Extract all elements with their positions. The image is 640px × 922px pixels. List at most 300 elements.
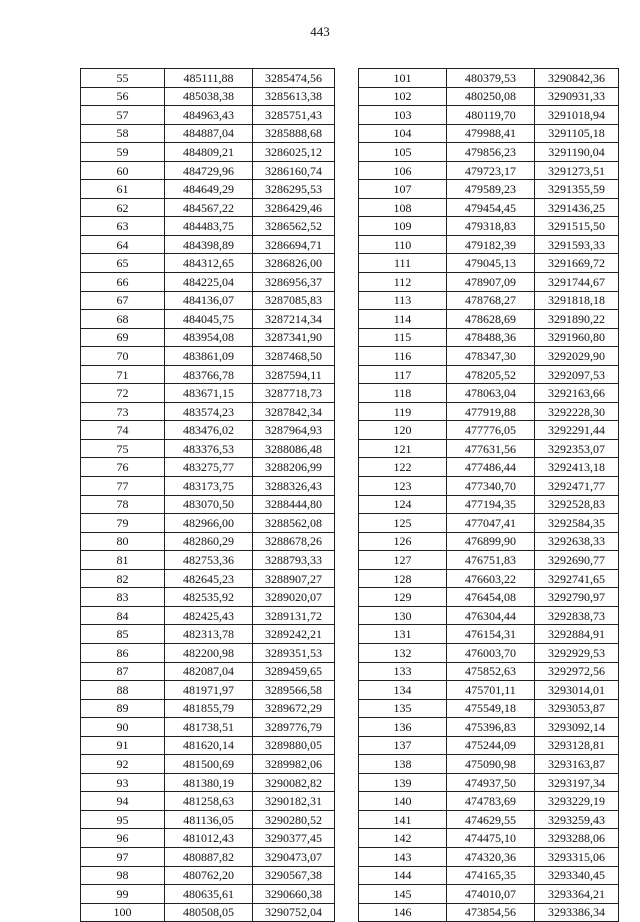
x-coordinate-cell: 473854,56 bbox=[447, 903, 535, 922]
table-row bbox=[359, 643, 619, 662]
y-coordinate-cell: 3291355,59 bbox=[535, 180, 619, 199]
x-coordinate-cell: 475396,83 bbox=[447, 718, 535, 737]
x-coordinate-cell: 483574,23 bbox=[165, 402, 253, 421]
x-coordinate-cell: 484963,43 bbox=[165, 106, 253, 125]
x-coordinate-cell: 482313,78 bbox=[165, 625, 253, 644]
x-coordinate-cell: 477047,41 bbox=[447, 514, 535, 533]
y-coordinate-cell: 3290752,04 bbox=[253, 903, 335, 922]
point-number-cell: 55 bbox=[81, 69, 165, 88]
y-coordinate-cell: 3292929,53 bbox=[535, 643, 619, 662]
x-coordinate-cell: 478347,30 bbox=[447, 347, 535, 366]
y-coordinate-cell: 3291515,50 bbox=[535, 217, 619, 236]
x-coordinate-cell: 482966,00 bbox=[165, 514, 253, 533]
point-number-cell: 65 bbox=[81, 254, 165, 273]
table-row bbox=[359, 291, 619, 310]
point-number-cell: 131 bbox=[359, 625, 447, 644]
y-coordinate-cell: 3291669,72 bbox=[535, 254, 619, 273]
y-coordinate-cell: 3293197,34 bbox=[535, 773, 619, 792]
x-coordinate-cell: 483671,15 bbox=[165, 384, 253, 403]
x-coordinate-cell: 475701,11 bbox=[447, 681, 535, 700]
point-number-cell: 112 bbox=[359, 273, 447, 292]
x-coordinate-cell: 474475,10 bbox=[447, 829, 535, 848]
table-row bbox=[81, 347, 335, 366]
table-row bbox=[81, 792, 335, 811]
x-coordinate-cell: 480887,82 bbox=[165, 847, 253, 866]
table-row bbox=[359, 532, 619, 551]
y-coordinate-cell: 3291744,67 bbox=[535, 273, 619, 292]
x-coordinate-cell: 476304,44 bbox=[447, 606, 535, 625]
table-row bbox=[359, 273, 619, 292]
point-number-cell: 88 bbox=[81, 681, 165, 700]
table-row bbox=[359, 217, 619, 236]
x-coordinate-cell: 480508,05 bbox=[165, 903, 253, 922]
y-coordinate-cell: 3292741,65 bbox=[535, 569, 619, 588]
x-coordinate-cell: 481620,14 bbox=[165, 736, 253, 755]
point-number-cell: 74 bbox=[81, 421, 165, 440]
x-coordinate-cell: 475244,09 bbox=[447, 736, 535, 755]
y-coordinate-cell: 3289242,21 bbox=[253, 625, 335, 644]
x-coordinate-cell: 483476,02 bbox=[165, 421, 253, 440]
table-row bbox=[81, 885, 335, 904]
table-row bbox=[359, 477, 619, 496]
point-number-cell: 83 bbox=[81, 588, 165, 607]
table-row bbox=[81, 254, 335, 273]
x-coordinate-cell: 476003,70 bbox=[447, 643, 535, 662]
y-coordinate-cell: 3293128,81 bbox=[535, 736, 619, 755]
point-number-cell: 126 bbox=[359, 532, 447, 551]
x-coordinate-cell: 479856,23 bbox=[447, 143, 535, 162]
table-row bbox=[359, 328, 619, 347]
point-number-cell: 82 bbox=[81, 569, 165, 588]
point-number-cell: 141 bbox=[359, 810, 447, 829]
x-coordinate-cell: 481012,43 bbox=[165, 829, 253, 848]
y-coordinate-cell: 3288793,33 bbox=[253, 551, 335, 570]
y-coordinate-cell: 3288086,48 bbox=[253, 439, 335, 458]
x-coordinate-cell: 475090,98 bbox=[447, 755, 535, 774]
y-coordinate-cell: 3289880,05 bbox=[253, 736, 335, 755]
point-number-cell: 146 bbox=[359, 903, 447, 922]
point-number-cell: 128 bbox=[359, 569, 447, 588]
y-coordinate-cell: 3287341,90 bbox=[253, 328, 335, 347]
table-row bbox=[359, 87, 619, 106]
point-number-cell: 103 bbox=[359, 106, 447, 125]
point-number-cell: 63 bbox=[81, 217, 165, 236]
y-coordinate-cell: 3292690,77 bbox=[535, 551, 619, 570]
x-coordinate-cell: 474629,55 bbox=[447, 810, 535, 829]
point-number-cell: 102 bbox=[359, 87, 447, 106]
y-coordinate-cell: 3292584,35 bbox=[535, 514, 619, 533]
y-coordinate-cell: 3292838,73 bbox=[535, 606, 619, 625]
point-number-cell: 145 bbox=[359, 885, 447, 904]
y-coordinate-cell: 3293288,06 bbox=[535, 829, 619, 848]
x-coordinate-cell: 476454,08 bbox=[447, 588, 535, 607]
point-number-cell: 72 bbox=[81, 384, 165, 403]
y-coordinate-cell: 3292528,83 bbox=[535, 495, 619, 514]
point-number-cell: 81 bbox=[81, 551, 165, 570]
point-number-cell: 92 bbox=[81, 755, 165, 774]
point-number-cell: 100 bbox=[81, 903, 165, 922]
x-coordinate-cell: 480250,08 bbox=[447, 87, 535, 106]
table-row bbox=[81, 421, 335, 440]
table-row bbox=[359, 458, 619, 477]
point-number-cell: 114 bbox=[359, 310, 447, 329]
table-row bbox=[81, 477, 335, 496]
table-row bbox=[81, 866, 335, 885]
table-row bbox=[81, 606, 335, 625]
y-coordinate-cell: 3286562,52 bbox=[253, 217, 335, 236]
point-number-cell: 117 bbox=[359, 365, 447, 384]
table-row bbox=[81, 310, 335, 329]
x-coordinate-cell: 482200,98 bbox=[165, 643, 253, 662]
point-number-cell: 66 bbox=[81, 273, 165, 292]
table-row bbox=[359, 551, 619, 570]
table-row bbox=[81, 143, 335, 162]
table-row bbox=[359, 792, 619, 811]
table-row bbox=[359, 384, 619, 403]
point-number-cell: 143 bbox=[359, 847, 447, 866]
x-coordinate-cell: 477340,70 bbox=[447, 477, 535, 496]
x-coordinate-cell: 485111,88 bbox=[165, 69, 253, 88]
x-coordinate-cell: 483070,50 bbox=[165, 495, 253, 514]
x-coordinate-cell: 474010,07 bbox=[447, 885, 535, 904]
table-row bbox=[81, 755, 335, 774]
point-number-cell: 96 bbox=[81, 829, 165, 848]
table-row bbox=[81, 106, 335, 125]
y-coordinate-cell: 3292228,30 bbox=[535, 402, 619, 421]
table-row bbox=[81, 291, 335, 310]
point-number-cell: 94 bbox=[81, 792, 165, 811]
table-row bbox=[81, 198, 335, 217]
y-coordinate-cell: 3292029,90 bbox=[535, 347, 619, 366]
table-row bbox=[359, 569, 619, 588]
x-coordinate-cell: 484809,21 bbox=[165, 143, 253, 162]
y-coordinate-cell: 3292097,53 bbox=[535, 365, 619, 384]
table-row bbox=[359, 755, 619, 774]
x-coordinate-cell: 482425,43 bbox=[165, 606, 253, 625]
point-number-cell: 105 bbox=[359, 143, 447, 162]
y-coordinate-cell: 3289131,72 bbox=[253, 606, 335, 625]
point-number-cell: 129 bbox=[359, 588, 447, 607]
y-coordinate-cell: 3291190,04 bbox=[535, 143, 619, 162]
x-coordinate-cell: 481855,79 bbox=[165, 699, 253, 718]
table-row bbox=[359, 143, 619, 162]
point-number-cell: 86 bbox=[81, 643, 165, 662]
table-row bbox=[81, 903, 335, 922]
y-coordinate-cell: 3287594,11 bbox=[253, 365, 335, 384]
y-coordinate-cell: 3288326,43 bbox=[253, 477, 335, 496]
point-number-cell: 132 bbox=[359, 643, 447, 662]
table-row bbox=[359, 736, 619, 755]
y-coordinate-cell: 3293340,45 bbox=[535, 866, 619, 885]
y-coordinate-cell: 3289982,06 bbox=[253, 755, 335, 774]
table-row bbox=[81, 124, 335, 143]
table-row bbox=[359, 662, 619, 681]
x-coordinate-cell: 484225,04 bbox=[165, 273, 253, 292]
point-number-cell: 121 bbox=[359, 439, 447, 458]
x-coordinate-cell: 484312,65 bbox=[165, 254, 253, 273]
y-coordinate-cell: 3292790,97 bbox=[535, 588, 619, 607]
point-number-cell: 123 bbox=[359, 477, 447, 496]
point-number-cell: 90 bbox=[81, 718, 165, 737]
y-coordinate-cell: 3292972,56 bbox=[535, 662, 619, 681]
y-coordinate-cell: 3289672,29 bbox=[253, 699, 335, 718]
y-coordinate-cell: 3286694,71 bbox=[253, 235, 335, 254]
y-coordinate-cell: 3293259,43 bbox=[535, 810, 619, 829]
x-coordinate-cell: 478488,36 bbox=[447, 328, 535, 347]
point-number-cell: 64 bbox=[81, 235, 165, 254]
x-coordinate-cell: 480762,20 bbox=[165, 866, 253, 885]
y-coordinate-cell: 3288206,99 bbox=[253, 458, 335, 477]
point-number-cell: 87 bbox=[81, 662, 165, 681]
table-row bbox=[359, 198, 619, 217]
table-row bbox=[81, 458, 335, 477]
table-row bbox=[359, 402, 619, 421]
y-coordinate-cell: 3293364,21 bbox=[535, 885, 619, 904]
y-coordinate-cell: 3290473,07 bbox=[253, 847, 335, 866]
coordinates-table-right bbox=[358, 68, 619, 922]
y-coordinate-cell: 3290182,31 bbox=[253, 792, 335, 811]
point-number-cell: 77 bbox=[81, 477, 165, 496]
y-coordinate-cell: 3290931,33 bbox=[535, 87, 619, 106]
table-row bbox=[81, 328, 335, 347]
x-coordinate-cell: 476603,22 bbox=[447, 569, 535, 588]
y-coordinate-cell: 3291890,22 bbox=[535, 310, 619, 329]
y-coordinate-cell: 3293092,14 bbox=[535, 718, 619, 737]
point-number-cell: 139 bbox=[359, 773, 447, 792]
point-number-cell: 138 bbox=[359, 755, 447, 774]
y-coordinate-cell: 3285613,38 bbox=[253, 87, 335, 106]
y-coordinate-cell: 3291273,51 bbox=[535, 161, 619, 180]
x-coordinate-cell: 479723,17 bbox=[447, 161, 535, 180]
x-coordinate-cell: 484567,22 bbox=[165, 198, 253, 217]
point-number-cell: 109 bbox=[359, 217, 447, 236]
x-coordinate-cell: 474165,35 bbox=[447, 866, 535, 885]
x-coordinate-cell: 474320,36 bbox=[447, 847, 535, 866]
table-row bbox=[359, 180, 619, 199]
table-row bbox=[359, 421, 619, 440]
y-coordinate-cell: 3291818,18 bbox=[535, 291, 619, 310]
table-row bbox=[359, 885, 619, 904]
point-number-cell: 107 bbox=[359, 180, 447, 199]
table-row bbox=[359, 514, 619, 533]
point-number-cell: 79 bbox=[81, 514, 165, 533]
x-coordinate-cell: 476751,83 bbox=[447, 551, 535, 570]
coordinates-table-left bbox=[80, 68, 335, 922]
x-coordinate-cell: 478205,52 bbox=[447, 365, 535, 384]
point-number-cell: 144 bbox=[359, 866, 447, 885]
table-row bbox=[359, 773, 619, 792]
table-row bbox=[81, 718, 335, 737]
page-number: 443 bbox=[310, 24, 330, 39]
x-coordinate-cell: 482535,92 bbox=[165, 588, 253, 607]
point-number-cell: 104 bbox=[359, 124, 447, 143]
point-number-cell: 76 bbox=[81, 458, 165, 477]
point-number-cell: 85 bbox=[81, 625, 165, 644]
x-coordinate-cell: 480635,61 bbox=[165, 885, 253, 904]
table-row bbox=[81, 273, 335, 292]
table-row bbox=[81, 439, 335, 458]
table-row bbox=[81, 161, 335, 180]
table-row bbox=[81, 217, 335, 236]
point-number-cell: 67 bbox=[81, 291, 165, 310]
x-coordinate-cell: 481380,19 bbox=[165, 773, 253, 792]
table-row bbox=[81, 662, 335, 681]
y-coordinate-cell: 3288907,27 bbox=[253, 569, 335, 588]
table-row bbox=[359, 235, 619, 254]
x-coordinate-cell: 475549,18 bbox=[447, 699, 535, 718]
x-coordinate-cell: 481136,05 bbox=[165, 810, 253, 829]
point-number-cell: 106 bbox=[359, 161, 447, 180]
table-row bbox=[359, 903, 619, 922]
y-coordinate-cell: 3293229,19 bbox=[535, 792, 619, 811]
table-row bbox=[359, 866, 619, 885]
table-row bbox=[359, 347, 619, 366]
point-number-cell: 125 bbox=[359, 514, 447, 533]
table-row bbox=[359, 625, 619, 644]
point-number-cell: 124 bbox=[359, 495, 447, 514]
point-number-cell: 95 bbox=[81, 810, 165, 829]
y-coordinate-cell: 3288562,08 bbox=[253, 514, 335, 533]
table-row bbox=[359, 365, 619, 384]
point-number-cell: 97 bbox=[81, 847, 165, 866]
y-coordinate-cell: 3293053,87 bbox=[535, 699, 619, 718]
point-number-cell: 133 bbox=[359, 662, 447, 681]
y-coordinate-cell: 3290377,45 bbox=[253, 829, 335, 848]
point-number-cell: 142 bbox=[359, 829, 447, 848]
x-coordinate-cell: 477194,35 bbox=[447, 495, 535, 514]
table-row bbox=[359, 161, 619, 180]
point-number-cell: 59 bbox=[81, 143, 165, 162]
x-coordinate-cell: 480119,70 bbox=[447, 106, 535, 125]
x-coordinate-cell: 477776,05 bbox=[447, 421, 535, 440]
table-row bbox=[359, 254, 619, 273]
point-number-cell: 130 bbox=[359, 606, 447, 625]
y-coordinate-cell: 3291960,80 bbox=[535, 328, 619, 347]
y-coordinate-cell: 3285888,68 bbox=[253, 124, 335, 143]
table-row bbox=[81, 699, 335, 718]
y-coordinate-cell: 3287214,34 bbox=[253, 310, 335, 329]
x-coordinate-cell: 478628,69 bbox=[447, 310, 535, 329]
y-coordinate-cell: 3293163,87 bbox=[535, 755, 619, 774]
point-number-cell: 135 bbox=[359, 699, 447, 718]
point-number-cell: 80 bbox=[81, 532, 165, 551]
point-number-cell: 75 bbox=[81, 439, 165, 458]
x-coordinate-cell: 479988,41 bbox=[447, 124, 535, 143]
y-coordinate-cell: 3289776,79 bbox=[253, 718, 335, 737]
x-coordinate-cell: 484398,89 bbox=[165, 235, 253, 254]
x-coordinate-cell: 482860,29 bbox=[165, 532, 253, 551]
y-coordinate-cell: 3287842,34 bbox=[253, 402, 335, 421]
y-coordinate-cell: 3289020,07 bbox=[253, 588, 335, 607]
table-row bbox=[81, 551, 335, 570]
y-coordinate-cell: 3287085,83 bbox=[253, 291, 335, 310]
y-coordinate-cell: 3286429,46 bbox=[253, 198, 335, 217]
x-coordinate-cell: 484729,96 bbox=[165, 161, 253, 180]
table-row bbox=[81, 235, 335, 254]
y-coordinate-cell: 3292291,44 bbox=[535, 421, 619, 440]
y-coordinate-cell: 3285751,43 bbox=[253, 106, 335, 125]
point-number-cell: 58 bbox=[81, 124, 165, 143]
table-row bbox=[81, 402, 335, 421]
point-number-cell: 134 bbox=[359, 681, 447, 700]
y-coordinate-cell: 3292163,66 bbox=[535, 384, 619, 403]
x-coordinate-cell: 478768,27 bbox=[447, 291, 535, 310]
x-coordinate-cell: 483376,53 bbox=[165, 439, 253, 458]
table-row bbox=[81, 736, 335, 755]
x-coordinate-cell: 481738,51 bbox=[165, 718, 253, 737]
x-coordinate-cell: 477919,88 bbox=[447, 402, 535, 421]
table-row bbox=[81, 69, 335, 88]
point-number-cell: 60 bbox=[81, 161, 165, 180]
x-coordinate-cell: 484136,07 bbox=[165, 291, 253, 310]
y-coordinate-cell: 3293014,01 bbox=[535, 681, 619, 700]
y-coordinate-cell: 3290842,36 bbox=[535, 69, 619, 88]
point-number-cell: 73 bbox=[81, 402, 165, 421]
point-number-cell: 113 bbox=[359, 291, 447, 310]
x-coordinate-cell: 484887,04 bbox=[165, 124, 253, 143]
table-row bbox=[81, 643, 335, 662]
point-number-cell: 99 bbox=[81, 885, 165, 904]
y-coordinate-cell: 3290082,82 bbox=[253, 773, 335, 792]
table-row bbox=[81, 625, 335, 644]
table-row bbox=[81, 773, 335, 792]
x-coordinate-cell: 483766,78 bbox=[165, 365, 253, 384]
point-number-cell: 93 bbox=[81, 773, 165, 792]
table-row bbox=[81, 569, 335, 588]
x-coordinate-cell: 481258,63 bbox=[165, 792, 253, 811]
table-row bbox=[81, 847, 335, 866]
x-coordinate-cell: 477631,56 bbox=[447, 439, 535, 458]
x-coordinate-cell: 485038,38 bbox=[165, 87, 253, 106]
x-coordinate-cell: 474783,69 bbox=[447, 792, 535, 811]
x-coordinate-cell: 479318,83 bbox=[447, 217, 535, 236]
table-row bbox=[81, 532, 335, 551]
point-number-cell: 118 bbox=[359, 384, 447, 403]
table-row bbox=[81, 588, 335, 607]
x-coordinate-cell: 479454,45 bbox=[447, 198, 535, 217]
table-row bbox=[359, 681, 619, 700]
y-coordinate-cell: 3289459,65 bbox=[253, 662, 335, 681]
point-number-cell: 136 bbox=[359, 718, 447, 737]
y-coordinate-cell: 3286826,00 bbox=[253, 254, 335, 273]
point-number-cell: 62 bbox=[81, 198, 165, 217]
table-row bbox=[359, 310, 619, 329]
x-coordinate-cell: 476154,31 bbox=[447, 625, 535, 644]
point-number-cell: 89 bbox=[81, 699, 165, 718]
table-row bbox=[81, 365, 335, 384]
y-coordinate-cell: 3287468,50 bbox=[253, 347, 335, 366]
y-coordinate-cell: 3291436,25 bbox=[535, 198, 619, 217]
table-row bbox=[359, 718, 619, 737]
y-coordinate-cell: 3287718,73 bbox=[253, 384, 335, 403]
x-coordinate-cell: 476899,90 bbox=[447, 532, 535, 551]
y-coordinate-cell: 3288678,26 bbox=[253, 532, 335, 551]
y-coordinate-cell: 3289566,58 bbox=[253, 681, 335, 700]
table-row bbox=[359, 606, 619, 625]
x-coordinate-cell: 482087,04 bbox=[165, 662, 253, 681]
point-number-cell: 108 bbox=[359, 198, 447, 217]
point-number-cell: 111 bbox=[359, 254, 447, 273]
table-row bbox=[359, 810, 619, 829]
table-row bbox=[81, 829, 335, 848]
point-number-cell: 68 bbox=[81, 310, 165, 329]
y-coordinate-cell: 3286025,12 bbox=[253, 143, 335, 162]
x-coordinate-cell: 481500,69 bbox=[165, 755, 253, 774]
point-number-cell: 119 bbox=[359, 402, 447, 421]
table-row bbox=[359, 829, 619, 848]
table-row bbox=[359, 124, 619, 143]
y-coordinate-cell: 3291593,33 bbox=[535, 235, 619, 254]
